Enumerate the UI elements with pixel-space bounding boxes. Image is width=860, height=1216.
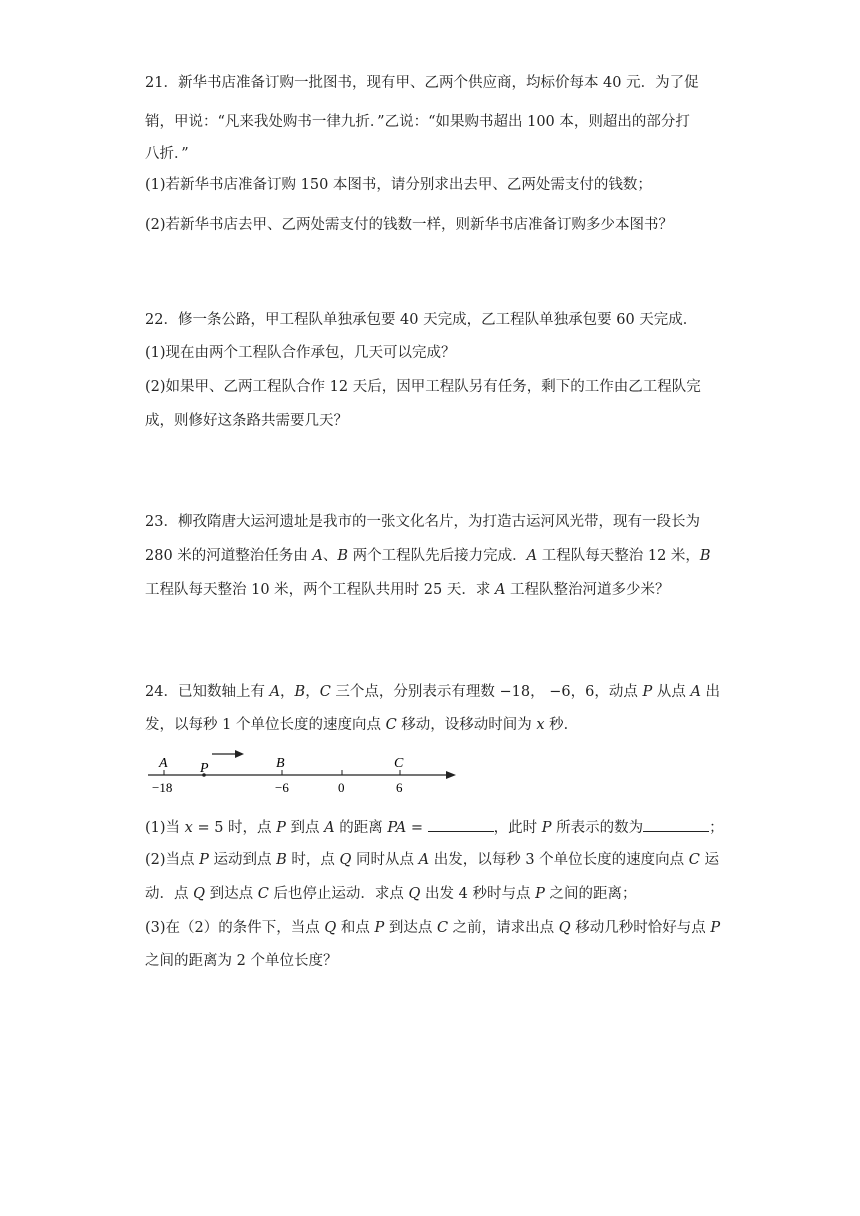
text: 两个工程队先后接力完成． — [348, 548, 527, 564]
text: ， — [280, 684, 295, 700]
text: 到达点 — [384, 920, 437, 936]
tick-label-m6: −6 — [275, 780, 289, 795]
text: 时，点 — [286, 852, 340, 868]
text: 运动到点 — [208, 852, 277, 868]
text: 运 — [699, 852, 719, 868]
var: P — [535, 886, 545, 902]
axis-arrow — [446, 771, 456, 779]
var: Q — [193, 886, 205, 902]
text: = — [406, 820, 428, 836]
var: B — [337, 548, 349, 564]
text: 发，以每秒 1 个单位长度的速度向点 — [145, 717, 386, 733]
var: B — [294, 684, 306, 700]
text: 和点 — [336, 920, 375, 936]
label-b: B — [276, 756, 285, 771]
var: B — [276, 852, 287, 868]
q24-line2 — [145, 715, 578, 735]
text: = 5 时，点 — [192, 820, 277, 836]
q24-part1 — [145, 817, 724, 838]
q23-line3 — [145, 580, 670, 600]
text: (1)当 — [145, 820, 185, 836]
text: 、 — [322, 548, 338, 564]
q21-line1: 21．新华书店准备订购一批图书，现有甲、乙两个供应商，均标价每本 40 元．为了促 — [145, 75, 699, 91]
text: 后也停止运动．求点 — [268, 886, 409, 902]
q23-line1: 23．柳孜隋唐大运河遗址是我市的一张文化名片，为打造古运河风光带，现有一段长为 — [145, 514, 700, 530]
var: A — [526, 548, 538, 564]
var: P — [374, 920, 385, 936]
text: 出 — [700, 684, 721, 700]
label-a: A — [159, 756, 168, 771]
var: C — [319, 684, 331, 700]
number-line-figure — [140, 745, 470, 800]
var: Q — [558, 920, 571, 936]
q24-part3b: 之间的距离为 2 个单位长度？ — [145, 953, 338, 969]
q22-part2a: (2)如果甲、乙两工程队合作 12 天后，因甲工程队另有任务，剩下的工作由乙工程队完 — [145, 379, 701, 395]
text: ， — [305, 684, 320, 700]
text: 所表示的数为 — [551, 820, 644, 836]
var: A — [312, 548, 323, 564]
tick-label-6: 6 — [396, 780, 403, 795]
q22-part2b: 成，则修好这条路共需要几天？ — [145, 413, 348, 429]
text: 的距离 — [334, 820, 388, 836]
text: 三个点，分别表示有理数 −18， −6，6，动点 — [330, 684, 643, 700]
text: (2)当点 — [145, 852, 200, 868]
text: 工程队整治河道多少米？ — [505, 582, 670, 598]
var: Q — [324, 920, 337, 936]
text: 出发，以每秒 3 个单位长度的速度向点 — [429, 852, 689, 868]
text: 工程队每天整治 10 米，两个工程队共用时 25 天．求 — [145, 582, 495, 598]
var: A — [418, 852, 430, 868]
tick-label-m18: −18 — [152, 780, 173, 795]
var: A — [269, 684, 281, 700]
var: P — [642, 684, 653, 700]
var: x — [184, 820, 193, 836]
var: x — [536, 717, 545, 733]
var: Q — [339, 852, 352, 868]
q23-line2 — [145, 546, 711, 566]
var: C — [257, 886, 269, 902]
answer-blank-2[interactable] — [643, 817, 709, 832]
answer-blank-1[interactable] — [428, 817, 494, 832]
text: 移动，设移动时间为 — [396, 717, 537, 733]
text: 从点 — [652, 684, 691, 700]
var: A — [324, 820, 335, 836]
text: 之前，请求出点 — [448, 920, 559, 936]
var: PA — [387, 820, 407, 836]
text: 动．点 — [145, 886, 194, 902]
text: 到点 — [285, 820, 325, 836]
q24-part2a — [145, 850, 719, 870]
var: P — [541, 820, 552, 836]
text: 出发 4 秒时与点 — [420, 886, 536, 902]
text: 同时从点 — [351, 852, 419, 868]
q21-line3: 八折．” — [145, 146, 189, 162]
var: P — [710, 920, 721, 936]
var: B — [699, 548, 711, 564]
text: 工程队每天整治 12 米， — [537, 548, 700, 564]
q24-part3a — [145, 918, 720, 938]
text: ，此时 — [493, 820, 542, 836]
var: C — [385, 717, 397, 733]
q24-line1 — [145, 682, 720, 702]
var: A — [690, 684, 701, 700]
text: (3)在（2）的条件下，当点 — [145, 920, 325, 936]
text: 之间的距离； — [544, 886, 637, 902]
var: P — [276, 820, 286, 836]
label-p: P — [200, 761, 209, 776]
var: P — [199, 852, 209, 868]
text: 280 米的河道整治任务由 — [145, 548, 313, 564]
text: 秒． — [544, 717, 579, 733]
q22-part1: (1)现在由两个工程队合作承包，几天可以完成？ — [145, 345, 456, 361]
q21-part1: (1)若新华书店准备订购 150 本图书，请分别求出去甲、乙两处需支付的钱数； — [145, 177, 652, 193]
tick-label-0: 0 — [338, 780, 345, 795]
q21-part2: (2)若新华书店去甲、乙两处需支付的钱数一样，则新华书店准备订购多少本图书？ — [145, 217, 674, 233]
q21-line2: 销，甲说：“凡来我处购书一律九折．”乙说：“如果购书超出 100 本，则超出的部分打 — [145, 114, 690, 130]
q22-line1: 22．修一条公路，甲工程队单独承包要 40 天完成，乙工程队单独承包要 60 天完成． — [145, 312, 698, 328]
text: ； — [709, 820, 724, 836]
var: A — [494, 582, 506, 598]
var: Q — [408, 886, 421, 902]
q24-part2b — [145, 884, 636, 904]
label-c: C — [394, 756, 404, 771]
text: 移动几秒时恰好与点 — [570, 920, 711, 936]
var: C — [688, 852, 700, 868]
motion-arrow-head — [235, 750, 244, 758]
text: 24．已知数轴上有 — [145, 684, 270, 700]
var: C — [436, 920, 449, 936]
text: 到达点 — [205, 886, 258, 902]
